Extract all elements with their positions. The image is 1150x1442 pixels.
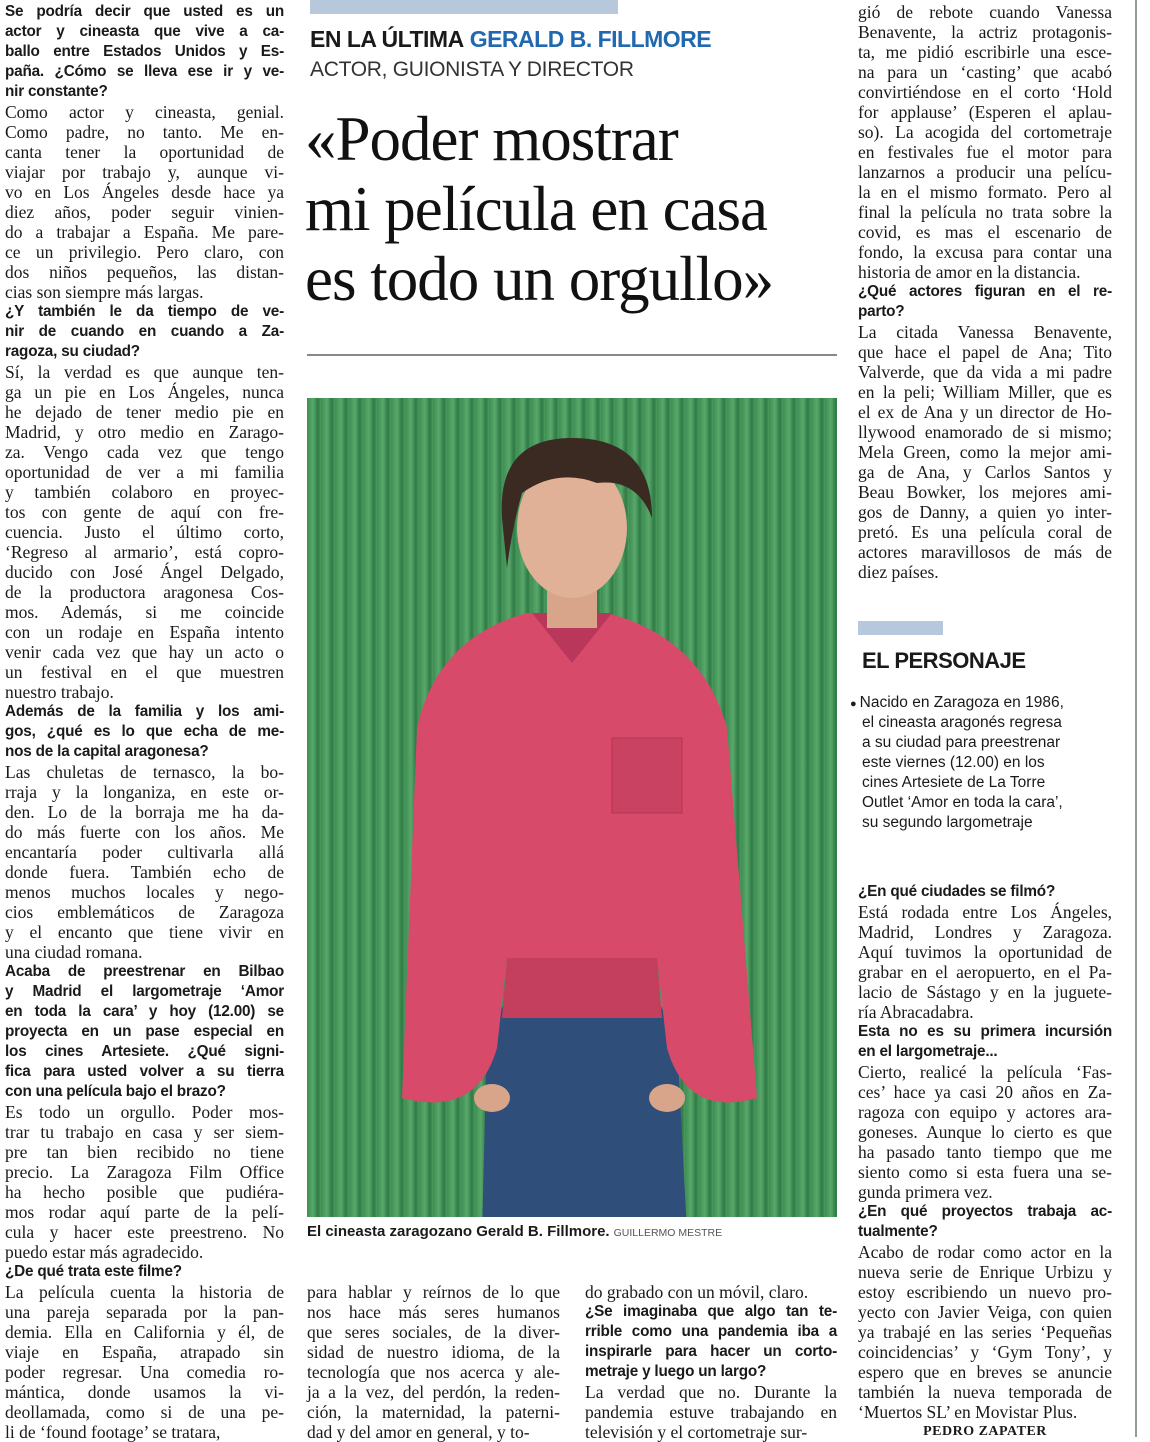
portrait-photo (307, 398, 837, 1217)
headline-line: es todo un orgullo» (305, 244, 774, 314)
text-line: en toda la cara’ y hoy (12.00) se (5, 1003, 284, 1020)
text-line: poder regresar. Una comedia ro- (5, 1362, 284, 1382)
interview-question (5, 702, 284, 762)
text-line: Benavente, la actriz protagonis- (858, 22, 1112, 42)
profile-box-line (862, 813, 1102, 833)
text-line: ducido con José Ángel Delgado, (5, 562, 284, 582)
text-line: he dejado de tener medio pie en (5, 402, 284, 422)
text-line: Beau Bowker, los mejores ami- (858, 482, 1112, 502)
text-line: gos, ¿qué es lo que echa de me- (5, 723, 284, 740)
text-line: demia. Ella en California y él, de (5, 1322, 284, 1342)
text-line: Acaba de preestrenar en Bilbao (5, 963, 284, 980)
text-line: Es todo un orgullo. Poder mos- (5, 1102, 284, 1122)
profile-box-line-text: el cineasta aragonés regresa (862, 714, 1062, 731)
text-line: goneses. Aunque lo cierto es que (858, 1122, 1112, 1142)
headline (305, 104, 845, 314)
text-line: for applause’ (Esperen el aplau- (858, 102, 1112, 122)
interview-answer (5, 102, 284, 302)
interview-answer (307, 1282, 560, 1442)
text-line: espero que en breves se anuncie (858, 1362, 1112, 1382)
text-line: do a trabajar a España. Me pare- (5, 222, 284, 242)
text-line: Está rodada entre Los Ángeles, (858, 902, 1112, 922)
text-line: pre tan bien recibido no tiene (5, 1142, 284, 1162)
text-line: pandemia estuve trabajando en (585, 1402, 837, 1422)
interview-answer (585, 1282, 837, 1302)
section-label: EN LA ÚLTIMA (310, 26, 464, 52)
text-line: ¿En qué ciudades se filmó? (858, 883, 1056, 900)
profile-box-line (850, 693, 1102, 713)
interview-answer (858, 2, 1112, 282)
text-line: La película cuenta la historia de (5, 1282, 284, 1302)
text-line: den. Lo de la borraja me ha da- (5, 802, 284, 822)
text-line: y el encanto que tiene vivir en (5, 922, 284, 942)
text-line: ragoza con equipo y actores ara- (858, 1102, 1112, 1122)
text-line: ga un pie en Los Ángeles, nunca (5, 382, 284, 402)
text-line: final la película no trata sobre la (858, 202, 1112, 222)
text-line: covid, es mas el escenario de (858, 222, 1112, 242)
text-line: inspirarle para hacer un corto- (585, 1343, 837, 1360)
interview-answer (5, 1282, 284, 1442)
text-line: ha hecho posible que pudiéra- (5, 1182, 284, 1202)
text-line: yecto con Javier Veiga, con quien (858, 1302, 1112, 1322)
text-line: encantaría poder cultivarla allá (5, 842, 284, 862)
profile-box-line-text: cines Artesiete de La Torre (862, 774, 1046, 791)
text-line: siento como si esta fuera una se- (858, 1162, 1112, 1182)
text-line: con una película bajo el brazo? (5, 1083, 226, 1100)
profile-box-line (862, 793, 1102, 813)
text-line: cios emblemáticos de Zaragoza (5, 902, 284, 922)
text-line: los cines Artesiete. ¿Qué signi- (5, 1043, 284, 1060)
text-line: metraje y luego un largo? (585, 1363, 767, 1380)
text-line: mos. Además, si me coincide (5, 602, 284, 622)
text-line: ‘Muertos SL’ en Movistar Plus. (858, 1402, 1078, 1422)
text-line: que hace el papel de Ana; Tito (858, 342, 1112, 362)
column-middle-1 (307, 1282, 560, 1442)
text-line: cuencia. Justo el último corto, (5, 522, 284, 542)
text-line: Se podría decir que usted es un (5, 3, 284, 20)
text-line: menos muchos locales y nego- (5, 882, 284, 902)
interview-question (5, 1262, 284, 1282)
text-line: paña. ¿Cómo se lleva ese ir y ve- (5, 63, 284, 80)
text-line: llywood enamorado de si mismo; (858, 422, 1112, 442)
interview-answer (858, 902, 1112, 1022)
text-line: Valverde, que da vida a mi padre (858, 362, 1112, 382)
text-line: mántica, donde usamos la vi- (5, 1382, 284, 1402)
interview-answer (858, 1062, 1112, 1202)
text-line: ya trabajé en las series ‘Pequeñas (858, 1322, 1112, 1342)
text-line: ción, la maternidad, la paterni- (307, 1402, 560, 1422)
caption-text: El cineasta zaragozano Gerald B. Fillmore. (307, 1223, 610, 1240)
text-line: coincidencias’ y ‘Gym Tony’, y (858, 1342, 1112, 1362)
text-line: ragoza, su ciudad? (5, 343, 140, 360)
interview-answer (858, 322, 1112, 582)
text-line: ¿Y también le da tiempo de ve- (5, 303, 284, 320)
text-line: Madrid, y otro medio en Zarago- (5, 422, 284, 442)
profile-box-line-text: a su ciudad para preestrenar (862, 734, 1061, 751)
text-line: tualmente? (858, 1223, 938, 1240)
profile-box-line (862, 733, 1102, 753)
text-line: ¿Qué actores figuran en el re- (858, 283, 1112, 300)
profile-box-line-text: Outlet ‘Amor en toda la cara’, (862, 794, 1063, 811)
text-line: parto? (858, 303, 905, 320)
text-line: nir constante? (5, 83, 108, 100)
text-line: za. Vengo cada vez que tengo (5, 442, 284, 462)
text-line: Acabo de rodar como actor en la (858, 1242, 1112, 1262)
text-line: una pareja separada por la pan- (5, 1302, 284, 1322)
text-line: na para un ‘casting’ que acabó (858, 62, 1112, 82)
text-line: fica para usted volver a su tierra (5, 1063, 284, 1080)
text-line: nueva serie de Enrique Urbizu y (858, 1262, 1112, 1282)
text-line: gos de Danny, a quien yo inter- (858, 502, 1112, 522)
section-header (310, 26, 711, 53)
headline-divider (307, 354, 837, 356)
text-line: dos niños pequeños, las distan- (5, 262, 284, 282)
interview-question (858, 882, 1112, 902)
text-line: nos de la capital aragonesa? (5, 743, 209, 760)
text-line: rraja y la longaniza, en este or- (5, 782, 284, 802)
text-line: con un rodaje en España intento (5, 622, 284, 642)
text-line: nuestro trabajo. (5, 682, 114, 702)
text-line: ¿En qué proyectos trabaja ac- (858, 1203, 1112, 1220)
text-line: en la peli; William Miller, que es (858, 382, 1112, 402)
profile-box-line-text: este viernes (12.00) en los (862, 754, 1045, 771)
text-line: nir de cuando en cuando a Za- (5, 323, 284, 340)
text-line: sidad de nuestro idioma, de la (307, 1342, 560, 1362)
text-line: pretó. Es una película coral de (858, 522, 1112, 542)
interview-question (5, 962, 284, 1102)
text-line: lanzarnos a producir una pelícu- (858, 162, 1112, 182)
text-line: viaje en España, atrapado sin (5, 1342, 284, 1362)
text-line: que seres sociales, de la diver- (307, 1322, 560, 1342)
text-line: proyecta en un pase especial en (5, 1023, 284, 1040)
text-line: ría Abracadabra. (858, 1002, 974, 1022)
text-line: Sí, la verdad es que aunque ten- (5, 362, 284, 382)
text-line: vo en Los Ángeles desde hace ya (5, 182, 284, 202)
text-line: el ex de Ana y un director de Ho- (858, 402, 1112, 422)
text-line: tos con gente de aquí con fre- (5, 502, 284, 522)
interview-answer (5, 362, 284, 702)
box-color-bar (858, 621, 943, 635)
text-line: Mela Green, como la mejor ami- (858, 442, 1112, 462)
text-line: donde fuera. También echo de (5, 862, 284, 882)
text-line: Madrid, Londres y Zaragoza. (858, 922, 1112, 942)
text-line: convirtiéndose en el corto ‘Hold (858, 82, 1112, 102)
text-line: y también colaboro en proyec- (5, 482, 284, 502)
text-line: trar tu trabajo en casa y ser siem- (5, 1122, 284, 1142)
text-line: estoy escribiendo un nuevo pro- (858, 1282, 1112, 1302)
text-line: La verdad que no. Durante la (585, 1382, 837, 1402)
text-line: do más fuerte con los años. Me (5, 822, 284, 842)
text-line: en festivales fue el motor para (858, 142, 1112, 162)
column-right-bottom (858, 882, 1112, 1422)
profile-box-text (850, 693, 1102, 833)
profile-box-line-text: su segundo largometraje (862, 814, 1033, 831)
text-line: un festival en el que muestren (5, 662, 284, 682)
text-line: viajar por trabajo y, aunque vi- (5, 162, 284, 182)
profile-box-title: EL PERSONAJE (862, 648, 1026, 673)
text-line: rrible como una pandemia iba a (585, 1323, 837, 1340)
text-line: ¿Se imaginaba que algo tan te- (585, 1303, 837, 1320)
text-line: puedo estar más agradecido. (5, 1242, 204, 1262)
text-line: en el largometraje... (858, 1043, 998, 1060)
text-line: gunda primera vez. (858, 1182, 993, 1202)
text-line: Como padre, no tanto. Me en- (5, 122, 284, 142)
bullet-icon: ● (850, 698, 857, 710)
interview-question (858, 1202, 1112, 1242)
text-line: y Madrid el largometraje ‘Amor (5, 983, 284, 1000)
text-line: para hablar y reírnos de lo que (307, 1282, 560, 1302)
interview-question (5, 2, 284, 102)
text-line: la en el mismo formato. Pero al (858, 182, 1112, 202)
interview-question (858, 1022, 1112, 1062)
text-line: Además de la familia y los ami- (5, 703, 284, 720)
text-line: grabar en el aeropuerto, en el Pa- (858, 962, 1112, 982)
section-color-bar (310, 0, 618, 14)
text-line: Las chuletas de ternasco, la bo- (5, 762, 284, 782)
text-line: lacio de Sástago y en la juguete- (858, 982, 1112, 1002)
profile-box-line (862, 773, 1102, 793)
text-line: ‘Regreso al armario’, está copro- (5, 542, 284, 562)
text-line: Esta no es su primera incursión (858, 1023, 1112, 1040)
text-line: ja a la vez, del perdón, la reden- (307, 1382, 560, 1402)
text-line: li de ‘found footage’ se tratara, (5, 1422, 221, 1442)
interviewee-role: ACTOR, GUIONISTA Y DIRECTOR (310, 58, 634, 81)
text-line: diez años, poder seguir vinien- (5, 202, 284, 222)
text-line: ce un privilegio. Pero claro, con (5, 242, 284, 262)
author-signature: PEDRO ZAPATER (923, 1424, 1047, 1439)
text-line: do grabado con un móvil, claro. (585, 1282, 809, 1302)
headline-line: «Poder mostrar (305, 104, 678, 174)
text-line: ha pasado tanto tiempo que me (858, 1142, 1112, 1162)
interviewee-name: GERALD B. FILLMORE (469, 26, 712, 52)
text-line: nos hace más seres humanos (307, 1302, 560, 1322)
text-line: cula y hacer este preestreno. No (5, 1222, 284, 1242)
photo-credit: GUILLERMO MESTRE (613, 1227, 723, 1239)
interview-question (5, 302, 284, 362)
text-line: ¿De qué trata este filme? (5, 1263, 182, 1280)
text-line: actor y cineasta que vive a ca- (5, 23, 284, 40)
text-line: diez países. (858, 562, 939, 582)
text-line: una ciudad romana. (5, 942, 143, 962)
interview-answer (858, 1242, 1112, 1422)
interview-question (585, 1302, 837, 1382)
profile-box-line (862, 753, 1102, 773)
text-line: Aquí tuvimos la oportunidad de (858, 942, 1112, 962)
profile-box-line (862, 713, 1102, 733)
text-line: ga de Ana, y Carlos Santos y (858, 462, 1112, 482)
headline-line: mi película en casa (305, 174, 768, 244)
text-line: so). La acogida del cortometraje (858, 122, 1112, 142)
profile-box-line-text: Nacido en Zaragoza en 1986, (859, 694, 1064, 711)
text-line: mos rodar aquí parte de la pelí- (5, 1202, 284, 1222)
column-middle-2 (585, 1282, 837, 1442)
text-line: tecnología que nos acerca y ale- (307, 1362, 560, 1382)
text-line: gió de rebote cuando Vanessa (858, 2, 1112, 22)
text-line: oportunidad de ver a mi familia (5, 462, 284, 482)
text-line: ces’ hace ya casi 20 años en Za- (858, 1082, 1112, 1102)
text-line: La citada Vanessa Benavente, (858, 322, 1112, 342)
text-line: televisión y el cortometraje sur- (585, 1422, 808, 1442)
column-right-top (858, 2, 1112, 582)
page-edge-rule (1135, 0, 1137, 1437)
text-line: cias son siempre más largas. (5, 282, 204, 302)
photo-caption (307, 1223, 722, 1240)
text-line: dad y del amor en general, y to- (307, 1422, 530, 1442)
portrait-illustration (307, 398, 837, 1217)
text-line: canta tener la oportunidad de (5, 142, 284, 162)
text-line: ta, me pidió escribirle una esce- (858, 42, 1112, 62)
column-left (5, 2, 284, 1442)
interview-answer (585, 1382, 837, 1442)
text-line: historia de amor en la distancia. (858, 262, 1081, 282)
text-line: Como actor y cineasta, genial. (5, 102, 284, 122)
interview-answer (5, 762, 284, 962)
interview-question (858, 282, 1112, 322)
text-line: deollamada, como si de una pe- (5, 1402, 284, 1422)
text-line: actores maravillosos de más de (858, 542, 1112, 562)
interview-answer (5, 1102, 284, 1262)
text-line: ballo entre Estados Unidos y Es- (5, 43, 284, 60)
text-line: venir cada vez que hay un acto o (5, 642, 284, 662)
text-line: precio. La Zaragoza Film Office (5, 1162, 284, 1182)
text-line: fondo, la excusa para contar una (858, 242, 1112, 262)
text-line: Cierto, realicé la película ‘Fas- (858, 1062, 1112, 1082)
text-line: de la productora aragonesa Cos- (5, 582, 284, 602)
text-line: también la nueva temporada de (858, 1382, 1112, 1402)
